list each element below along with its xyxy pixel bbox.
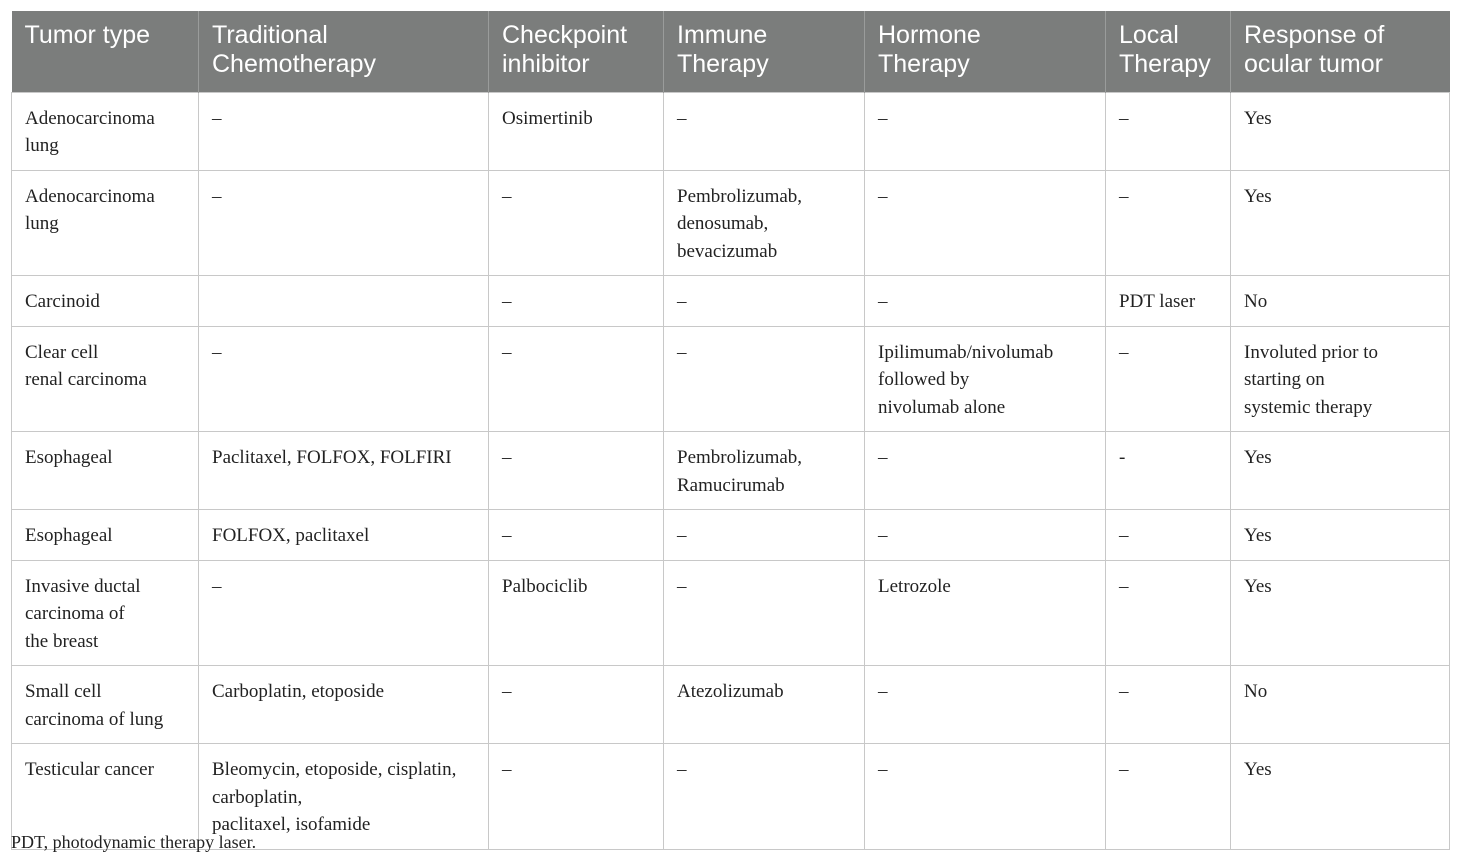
cell-chemotherapy: – — [199, 92, 489, 170]
table-row — [12, 666, 1450, 744]
cell-local-therapy: PDT laser — [1106, 276, 1231, 327]
cell-tumor-type: Testicular cancer — [12, 744, 199, 850]
cell-checkpoint-inhibitor: Osimertinib — [489, 92, 664, 170]
cell-tumor-type: Esophageal — [12, 432, 199, 510]
cell-checkpoint-inhibitor: – — [489, 276, 664, 327]
cell-checkpoint-inhibitor: – — [489, 326, 664, 432]
table-header — [12, 11, 1450, 92]
cell-checkpoint-inhibitor: – — [489, 170, 664, 276]
cell-local-therapy: – — [1106, 170, 1231, 276]
header-response-ocular-tumor: Response of ocular tumor — [1231, 11, 1450, 92]
header-local-therapy: Local Therapy — [1106, 11, 1231, 92]
cell-immune-therapy: Pembrolizumab, denosumab, bevacizumab — [664, 170, 865, 276]
cell-chemotherapy: – — [199, 326, 489, 432]
cell-hormone-therapy: – — [865, 92, 1106, 170]
table-row — [12, 432, 1450, 510]
table-row — [12, 170, 1450, 276]
header-tumor-type: Tumor type — [12, 11, 199, 92]
cell-chemotherapy: FOLFOX, paclitaxel — [199, 510, 489, 561]
cell-immune-therapy: Atezolizumab — [664, 666, 865, 744]
cell-local-therapy: – — [1106, 92, 1231, 170]
cell-immune-therapy: – — [664, 326, 865, 432]
cell-chemotherapy: Carboplatin, etoposide — [199, 666, 489, 744]
cell-immune-therapy: – — [664, 510, 865, 561]
table-body — [12, 92, 1450, 849]
cell-chemotherapy: Bleomycin, etoposide, cisplatin, carboplatin, paclitaxel, isofamide — [199, 744, 489, 850]
cell-tumor-type: Clear cell renal carcinoma — [12, 326, 199, 432]
cell-local-therapy: - — [1106, 432, 1231, 510]
cell-tumor-type: Adenocarcinoma lung — [12, 170, 199, 276]
cell-ocular-response: Yes — [1231, 432, 1450, 510]
cell-immune-therapy: – — [664, 92, 865, 170]
cell-ocular-response: Involuted prior to starting on systemic therapy — [1231, 326, 1450, 432]
header-checkpoint-inhibitor: Checkpoint inhibitor — [489, 11, 664, 92]
cell-checkpoint-inhibitor: – — [489, 432, 664, 510]
cell-immune-therapy: – — [664, 560, 865, 666]
table-row — [12, 92, 1450, 170]
cell-local-therapy: – — [1106, 326, 1231, 432]
therapy-table — [11, 11, 1450, 850]
cell-chemotherapy — [199, 276, 489, 327]
cell-hormone-therapy: – — [865, 276, 1106, 327]
cell-tumor-type: Adenocarcinoma lung — [12, 92, 199, 170]
cell-hormone-therapy: – — [865, 666, 1106, 744]
cell-chemotherapy: – — [199, 560, 489, 666]
cell-immune-therapy: Pembrolizumab, Ramucirumab — [664, 432, 865, 510]
cell-tumor-type: Carcinoid — [12, 276, 199, 327]
cell-checkpoint-inhibitor: – — [489, 666, 664, 744]
cell-immune-therapy: – — [664, 744, 865, 850]
header-traditional-chemotherapy: Traditional Chemotherapy — [199, 11, 489, 92]
cell-checkpoint-inhibitor: Palbociclib — [489, 560, 664, 666]
cell-hormone-therapy: Letrozole — [865, 560, 1106, 666]
table-row — [12, 510, 1450, 561]
cell-local-therapy: – — [1106, 510, 1231, 561]
cell-local-therapy: – — [1106, 744, 1231, 850]
cell-local-therapy: – — [1106, 560, 1231, 666]
table-row — [12, 560, 1450, 666]
table-row — [12, 326, 1450, 432]
cell-hormone-therapy: – — [865, 744, 1106, 850]
cell-ocular-response: No — [1231, 666, 1450, 744]
header-row — [12, 11, 1450, 92]
cell-chemotherapy: – — [199, 170, 489, 276]
cell-hormone-therapy: – — [865, 510, 1106, 561]
header-hormone-therapy: Hormone Therapy — [865, 11, 1106, 92]
table-row — [12, 276, 1450, 327]
header-immune-therapy: Immune Therapy — [664, 11, 865, 92]
cell-ocular-response: Yes — [1231, 744, 1450, 850]
cell-tumor-type: Esophageal — [12, 510, 199, 561]
cell-ocular-response: No — [1231, 276, 1450, 327]
cell-tumor-type: Small cell carcinoma of lung — [12, 666, 199, 744]
therapy-table-container — [11, 11, 1449, 850]
cell-local-therapy: – — [1106, 666, 1231, 744]
cell-hormone-therapy: Ipilimumab/nivolumab followed by nivolumab alone — [865, 326, 1106, 432]
cell-ocular-response: Yes — [1231, 510, 1450, 561]
cell-checkpoint-inhibitor: – — [489, 744, 664, 850]
cell-immune-therapy: – — [664, 276, 865, 327]
cell-ocular-response: Yes — [1231, 170, 1450, 276]
cell-checkpoint-inhibitor: – — [489, 510, 664, 561]
cell-hormone-therapy: – — [865, 432, 1106, 510]
cell-chemotherapy: Paclitaxel, FOLFOX, FOLFIRI — [199, 432, 489, 510]
cell-tumor-type: Invasive ductal carcinoma of the breast — [12, 560, 199, 666]
cell-ocular-response: Yes — [1231, 92, 1450, 170]
table-footnote: PDT, photodynamic therapy laser. — [11, 832, 257, 852]
cell-hormone-therapy: – — [865, 170, 1106, 276]
cell-ocular-response: Yes — [1231, 560, 1450, 666]
